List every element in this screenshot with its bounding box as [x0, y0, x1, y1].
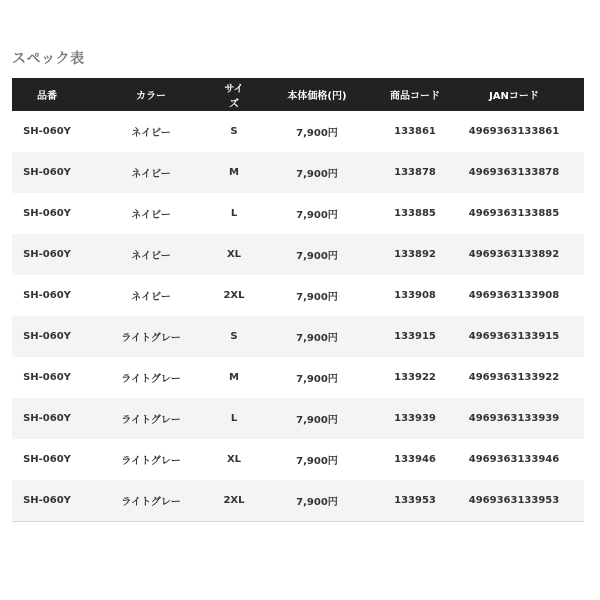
cell-product-code: 133946: [386, 439, 444, 480]
cell-product-number: SH-060Y: [12, 357, 82, 398]
cell-product-code: 133892: [386, 234, 444, 275]
cell-product-code: 133939: [386, 398, 444, 439]
cell-color: ネイビー: [82, 234, 220, 275]
cell-product-number: SH-060Y: [12, 316, 82, 357]
cell-jan-code: 4969363133946: [444, 439, 584, 480]
cell-size: S: [220, 316, 248, 357]
cell-price: 7,900円: [248, 193, 386, 234]
header-color: カラー: [82, 78, 220, 111]
cell-product-code: 133861: [386, 111, 444, 152]
cell-product-number: SH-060Y: [12, 439, 82, 480]
cell-product-code: 133885: [386, 193, 444, 234]
cell-price: 7,900円: [248, 480, 386, 521]
cell-color: ネイビー: [82, 193, 220, 234]
cell-product-number: SH-060Y: [12, 234, 82, 275]
cell-size: M: [220, 357, 248, 398]
cell-color: ネイビー: [82, 111, 220, 152]
cell-product-code: 133922: [386, 357, 444, 398]
table-row: [12, 152, 584, 193]
cell-product-number: SH-060Y: [12, 480, 82, 521]
cell-product-number: SH-060Y: [12, 193, 82, 234]
cell-size: M: [220, 152, 248, 193]
cell-size: L: [220, 398, 248, 439]
cell-product-code: 133878: [386, 152, 444, 193]
table-row: [12, 234, 584, 275]
cell-color: ネイビー: [82, 152, 220, 193]
table-row: [12, 275, 584, 316]
table-row: [12, 398, 584, 439]
cell-product-code: 133908: [386, 275, 444, 316]
cell-product-number: SH-060Y: [12, 111, 82, 152]
cell-size: L: [220, 193, 248, 234]
header-size: サイズ: [220, 78, 248, 111]
header-price: 本体価格(円): [248, 78, 386, 111]
cell-size: S: [220, 111, 248, 152]
cell-jan-code: 4969363133922: [444, 357, 584, 398]
cell-price: 7,900円: [248, 316, 386, 357]
cell-product-number: SH-060Y: [12, 275, 82, 316]
header-product-code: 商品コード: [386, 78, 444, 111]
cell-product-code: 133915: [386, 316, 444, 357]
table-row: [12, 316, 584, 357]
cell-price: 7,900円: [248, 152, 386, 193]
cell-size: XL: [220, 234, 248, 275]
header-product-number: 品番: [12, 78, 82, 111]
cell-jan-code: 4969363133861: [444, 111, 584, 152]
cell-product-code: 133953: [386, 480, 444, 521]
spec-table-title: スペック表: [12, 51, 85, 67]
cell-price: 7,900円: [248, 398, 386, 439]
spec-table: [12, 78, 584, 521]
cell-jan-code: 4969363133885: [444, 193, 584, 234]
cell-size: 2XL: [220, 275, 248, 316]
table-body: [12, 111, 584, 521]
cell-color: ライトグレー: [82, 316, 220, 357]
cell-size: 2XL: [220, 480, 248, 521]
table-header-row: [12, 78, 584, 111]
table-row: [12, 193, 584, 234]
cell-product-number: SH-060Y: [12, 398, 82, 439]
cell-color: ライトグレー: [82, 439, 220, 480]
table-row: [12, 480, 584, 521]
cell-price: 7,900円: [248, 439, 386, 480]
cell-jan-code: 4969363133939: [444, 398, 584, 439]
cell-price: 7,900円: [248, 111, 386, 152]
table-row: [12, 111, 584, 152]
cell-color: ネイビー: [82, 275, 220, 316]
cell-size: XL: [220, 439, 248, 480]
cell-color: ライトグレー: [82, 480, 220, 521]
cell-color: ライトグレー: [82, 398, 220, 439]
table-row: [12, 439, 584, 480]
cell-jan-code: 4969363133878: [444, 152, 584, 193]
cell-product-number: SH-060Y: [12, 152, 82, 193]
cell-price: 7,900円: [248, 234, 386, 275]
cell-jan-code: 4969363133892: [444, 234, 584, 275]
cell-price: 7,900円: [248, 357, 386, 398]
cell-color: ライトグレー: [82, 357, 220, 398]
cell-jan-code: 4969363133908: [444, 275, 584, 316]
cell-jan-code: 4969363133953: [444, 480, 584, 521]
table-row: [12, 357, 584, 398]
header-jan-code: JANコード: [444, 78, 584, 111]
cell-jan-code: 4969363133915: [444, 316, 584, 357]
spec-table-container: [12, 78, 584, 522]
cell-price: 7,900円: [248, 275, 386, 316]
